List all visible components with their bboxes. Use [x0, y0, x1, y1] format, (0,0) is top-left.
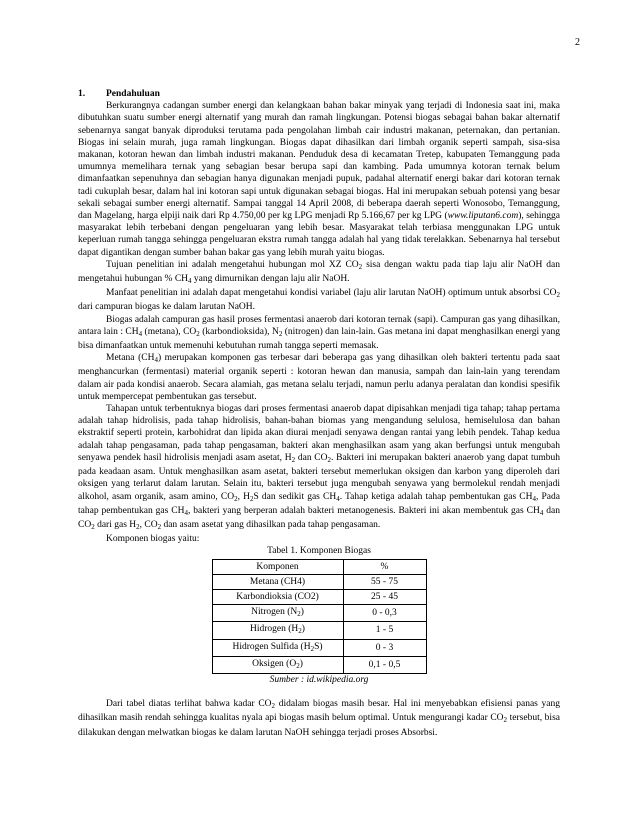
- paragraph-biogas-definition: Biogas adalah campuran gas hasil proses fermentasi anaerob dari kotoran ternak (sapi). Campuran gas yang dihasilkan, antara lain : $CH_4$ (metana), $CO_2$ (karbondioksida), $N_2$ (nitrogen) dan lain-lain. Gas metana ini dapat menghasilkan energi yang bisa dimanfaatkan untuk memenuhi kebutuhan rumah tangga seperti memasak.: [78, 314, 560, 352]
- paragraph-benefit: Manfaat penelitian ini adalah dapat mengetahui kondisi variabel (laju alir larutan NaOH) optimum untuk absorbsi $CO_2$ dari campuran biogas ke dalam larutan NaOH.: [78, 288, 560, 313]
- table-row: [212, 656, 426, 673]
- table-source: Sumber : id.wikipedia.org: [269, 674, 369, 685]
- table-caption: Tabel 1. Komponen Biogas: [267, 546, 371, 557]
- table-cell: 25 - 45: [343, 589, 426, 604]
- table-header-row: [212, 559, 426, 574]
- section-number: 1.: [78, 89, 86, 99]
- main-content: [78, 88, 560, 739]
- components-table: [212, 559, 427, 674]
- table-row: [212, 622, 426, 639]
- table-cell: Karbondioksia (CO2): [212, 589, 343, 604]
- table-row: [212, 605, 426, 622]
- table-cell: 1 - 5: [343, 622, 426, 639]
- table-cell: Nitrogen $(N_2)$: [212, 605, 343, 622]
- table-row: [212, 639, 426, 656]
- table-cell: Hidrogen Sulfida $(H_2S)$: [212, 639, 343, 656]
- page-number: 2: [575, 37, 580, 48]
- paragraph-methane: Metana $(CH_4)$ merupakan komponen gas terbesar dari beberapa gas yang dihasilkan oleh bakteri tertentu pada saat menghancurkan (fermentasi) material organik seperti : kotoran hewan dan manusia, sampah dan lain-lain yang terendam dalam air pada kondisi anaerob. Secara alamiah, gas metana selalu terjadi, namun perlu adanya peralatan dan kondisi spesifik untuk mempercepat pembentukan gas tersebut.: [78, 353, 560, 402]
- paragraph-background: Berkurangnya cadangan sumber energi dan kelangkaan bahan bakar minyak yang terjadi di Indonesia saat ini, maka dibutuhkan suatu sumber energi alternatif yang murah dan ramah lingkungan. Potensi biogas sebagai bahan bakar alternatif sebenarnya sangat banyak diproduksi terutama pada pengolahan limbah cair industri makanan, peternakan, dan pertanian. Biogas ini selain murah, juga ramah lingkungan. Biogas dapat dihasilkan dari limbah organik seperti sampah, sisa-sisa makanan, kotoran hewan dan limbah industri makanan. Penduduk desa di kecamatan Tretep, kabupaten Temanggung pada umumnya memelihara ternak yang sebagian besar berupa sapi dan kambing. Pada umumnya kotoran ternak belum dimanfaatkan sepenuhnya dan sebagian hanya digunakan menjadi pupuk, padahal alternatif energi bakar dari kotoran ternak tadi cukuplah besar, dalam hal ini kotoran sapi untuk digunakan sebagai biogas. Hal ini merupakan sebuah potensi yang besar sekali sebagai sumber energi alternatif. Sampai tanggal 14 April 2008, di beberapa daerah seperti Wonosobo, Temanggung, dan Magelang, harga elpiji naik dari Rp 4.750,00 per kg LPG menjadi Rp 5.166,67 per kg LPG (www.liputan6.com), sehingga masyarakat lebih terbebani dengan pengeluaran yang lebih besar. Masyarakat telah terbiasa menggunakan LPG untuk keperluan rumah tangga sehingga pengeluaran ekstra rumah tangga adalah hal yang tidak terelakkan. Sebenarnya hal tersebut dapat digantikan dengan sumber bahan bakar gas yang lebih murah yaitu biogas.: [78, 101, 561, 258]
- paragraph-components-intro: Komponen biogas yaitu:: [106, 534, 200, 545]
- paragraph-fermentation-stages: Tahapan untuk terbentuknya biogas dari proses fermentasi anaerob dapat dipisahkan menjadi tiga tahap; tahap pertama adalah tahap hidrolisis, pada tahap hidrolisis, bahan-bahan biomas yang mengandung selulosa, hemiselulosa dan bahan ekstraktif seperti protein, karbohidrat dan lipida akan diurai menjadi senyawa dengan rantai yang lebih pendek. Tahap kedua adalah tahap pengasaman, pada tahap pengasaman, bakteri akan menghasilkan asam yang akan berfungsi untuk mengubah senyawa pendek hasil hidrolisis menjadi asam asetat, $H_2$ dan $CO_2$. Bakteri ini merupakan bakteri anaerob yang dapat tumbuh pada keadaan asam. Untuk menghasilkan asam asetat, bakteri tersebut memerlukan oksigen dan karbon yang diperoleh dari oksigen yang terlarut dalam larutan. Selain itu, bakteri tersebut juga mengubah senyawa yang bermolekul rendah menjadi alkohol, asam organik, asam amino, $CO_2$, $H_2S$ dan sedikit gas $CH_4$. Tahap ketiga adalah tahap pembentukan gas $CH_4$, Pada tahap pembentukan gas $CH_4$, bakteri yang berperan adalah bakteri metanogenesis. Bakteri ini akan membentuk gas $CH_4$ dan $CO_2$ dari gas $H_2$, $CO_2$ dan asam asetat yang dihasilkan pada tahap pengasaman.: [78, 404, 561, 531]
- table-row: [212, 589, 426, 604]
- table-cell: 0 - 3: [343, 639, 426, 656]
- table-header: %: [343, 559, 426, 574]
- table-cell: Oksigen $(O_2)$: [212, 656, 343, 673]
- table-cell: 0,1 - 0,5: [343, 656, 426, 673]
- section-heading: [78, 88, 560, 100]
- table-cell: Hidrogen $(H_2)$: [212, 622, 343, 639]
- table-header: Komponen: [212, 559, 343, 574]
- paragraph-conclusion: Dari tabel diatas terlihat bahwa kadar $CO_2$ didalam biogas masih besar. Hal ini menyebabkan efisiensi panas yang dihasilkan masih rendah sehingga kualitas nyala api biogas masih belum optimal. Untuk mengurangi kadar $CO_2$ tersebut, bisa dilakukan dengan melwatkan biogas ke dalam larutan NaOH sehingga terjadi proses Absorbsi.: [78, 699, 560, 738]
- table-cell: 0 - 0,3: [343, 605, 426, 622]
- source-link[interactable]: www.liputan6.com: [447, 211, 519, 222]
- paragraph-objective: Tujuan penelitian ini adalah mengetahui hubungan mol XZ $CO_2$ sisa dengan waktu pada tiap laju alir NaOH dan mengetahui hubungan % $CH_4$ yang dimurnikan dengan laju alir NaOH.: [78, 259, 560, 286]
- table-cell: Metana (CH4): [212, 574, 343, 589]
- table-row: [212, 574, 426, 589]
- section-title: Pendahuluan: [106, 89, 160, 99]
- table-cell: 55 - 75: [343, 574, 426, 589]
